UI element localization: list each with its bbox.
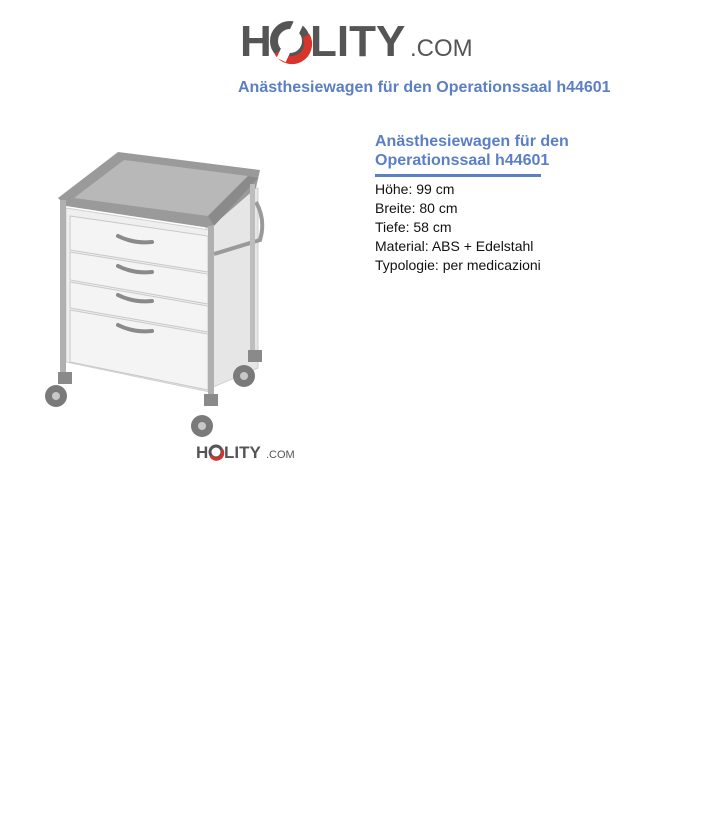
anesthesia-cart-image xyxy=(28,140,308,470)
logo-o-icon xyxy=(274,20,308,62)
logo-domain: .COM xyxy=(410,35,473,62)
logo-letters-lity: LITY xyxy=(310,17,406,66)
holity-logo[interactable] xyxy=(238,14,488,70)
page-title: Anästhesiewagen für den Operationssaal h44601 xyxy=(238,79,611,96)
spec-material: Material: ABS + Edelstahl xyxy=(375,238,534,254)
product-title-line1: Anästhesiewagen für den xyxy=(375,133,569,150)
svg-text:.COM: .COM xyxy=(266,449,295,461)
product-title-line2: Operationssaal h44601 xyxy=(375,152,550,169)
caster-front-left xyxy=(45,372,72,407)
product-details xyxy=(375,132,695,275)
title-divider xyxy=(375,174,541,177)
svg-text:LITY: LITY xyxy=(224,443,261,462)
product-title xyxy=(375,132,695,170)
caster-front-right xyxy=(191,394,218,437)
image-watermark-logo xyxy=(196,443,295,462)
spec-type: Typologie: per medicazioni xyxy=(375,257,541,273)
spec-width: Breite: 80 cm xyxy=(375,200,458,216)
logo-letter-h: H xyxy=(240,17,272,66)
spec-depth: Tiefe: 58 cm xyxy=(375,219,452,235)
spec-height: Höhe: 99 cm xyxy=(375,181,455,197)
svg-text:H: H xyxy=(196,443,209,462)
